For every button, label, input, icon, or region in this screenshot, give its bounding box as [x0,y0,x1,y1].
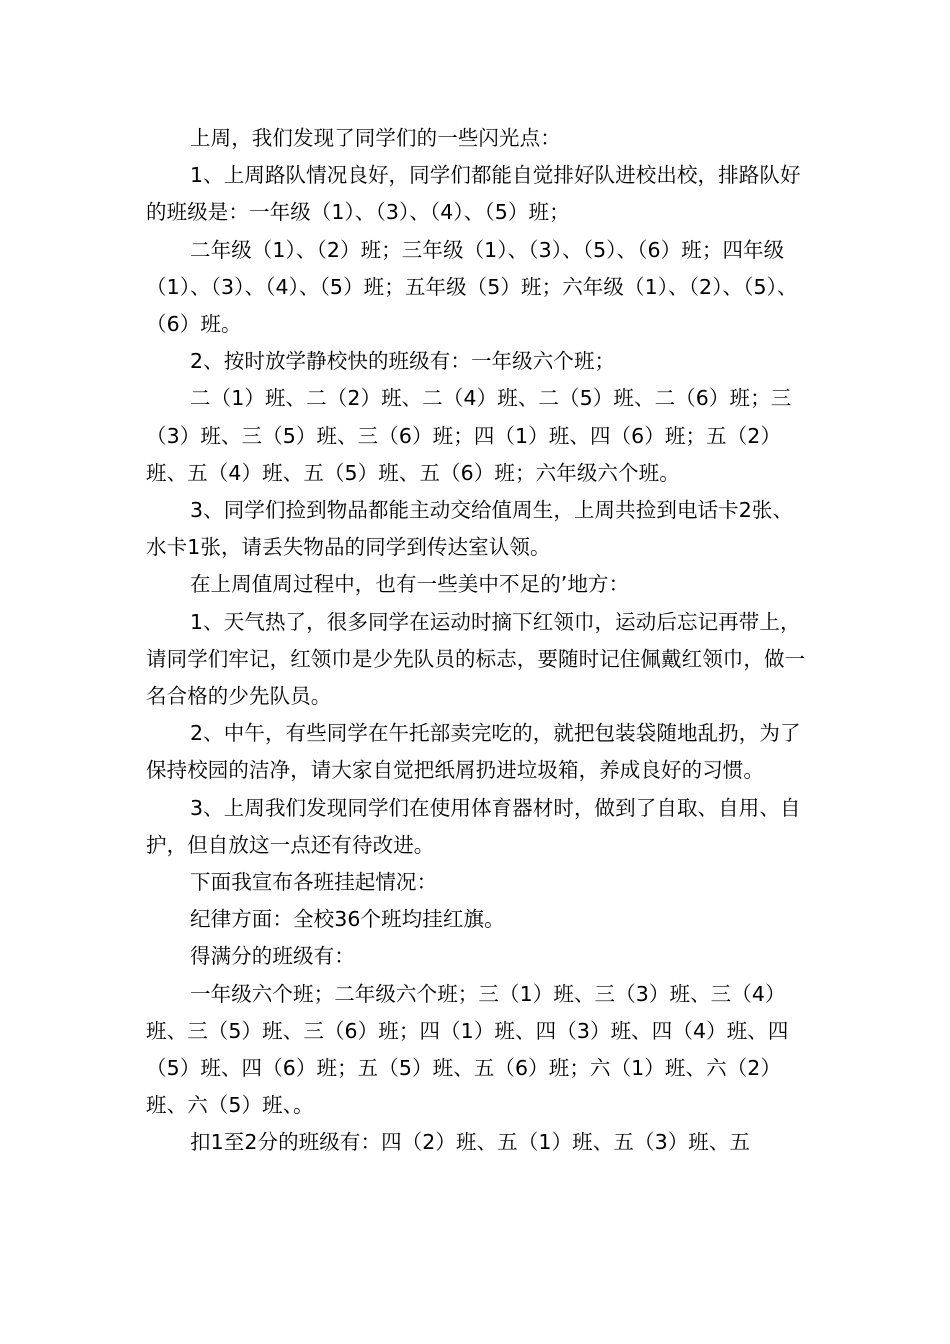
paragraph-sports-equipment: 3、上周我们发现同学们在使用体育器材时，做到了自取、自用、自护，但自放这一点还有待改进。 [146,795,801,857]
paragraph-discipline: 纪律方面：全校36个班均挂红旗。 [190,907,505,932]
paragraph-lost-and-found: 3、同学们捡到物品都能主动交给值周生，上周共捡到电话卡2张、水卡1张，请丢失物品的同学到传达室认领。 [146,498,794,560]
paragraph-full-score-heading: 得满分的班级有： [190,944,355,969]
paragraph-line-up-classes: 二年级（1）、（2）班；三年级（1）、（3）、（5）、（6）班；四年级（1）、（3）、（4）、（5）班；五年级（5）班；六年级（1）、（2）、（5）、（6）班。 [146,237,798,337]
paragraph-line-up-good: 1、上周路队情况良好，同学们都能自觉排好队进校出校，排路队好的班级是：一年级（1）、（3）、（4）、（5）班； [146,163,801,225]
document-body [146,120,806,1162]
paragraph-deduction-classes: 扣1至2分的班级有：四（2）班、五（1）班、五（3）班、五 [190,1130,751,1155]
paragraph-red-scarf: 1、天气热了，很多同学在运动时摘下红领巾，运动后忘记再带上，请同学们牢记，红领巾是少先队员的标志，要随时记住佩戴红领巾，做一名合格的少先队员。 [146,609,806,709]
paragraph-dismissal-quick: 2、按时放学静校快的班级有：一年级六个班； [190,349,616,374]
paragraph-flag-announcement: 下面我宣布各班挂起情况： [190,870,438,895]
paragraph-highlights-intro: 上周，我们发现了同学们的一些闪光点： [190,126,561,150]
paragraph-dismissal-classes: 二（1）班、二（2）班、二（4）班、二（5）班、二（6）班；三（3）班、三（5）班、三（6）班；四（1）班、四（6）班；五（2）班、五（4）班、五（5）班、五（6）班；六年级六个班。 [146,386,792,485]
paragraph-full-score-classes: 一年级六个班；二年级六个班；三（1）班、三（3）班、三（4）班、三（5）班、三（6）班；四（1）班、四（3）班、四（4）班、四（5）班、四（6）班；五（5）班、五（6）班；六（1）班、六（2）班、六（5）班、。 [146,981,789,1118]
paragraph-shortcomings-intro: 在上周值周过程中，也有一些美中不足的’地方： [190,572,630,597]
paragraph-litter: 2、中午，有些同学在午托部卖完吃的，就把包装袋随地乱扔，为了保持校园的洁净，请大家自觉把纸屑扔进垃圾箱，养成良好的习惯。 [146,721,801,783]
